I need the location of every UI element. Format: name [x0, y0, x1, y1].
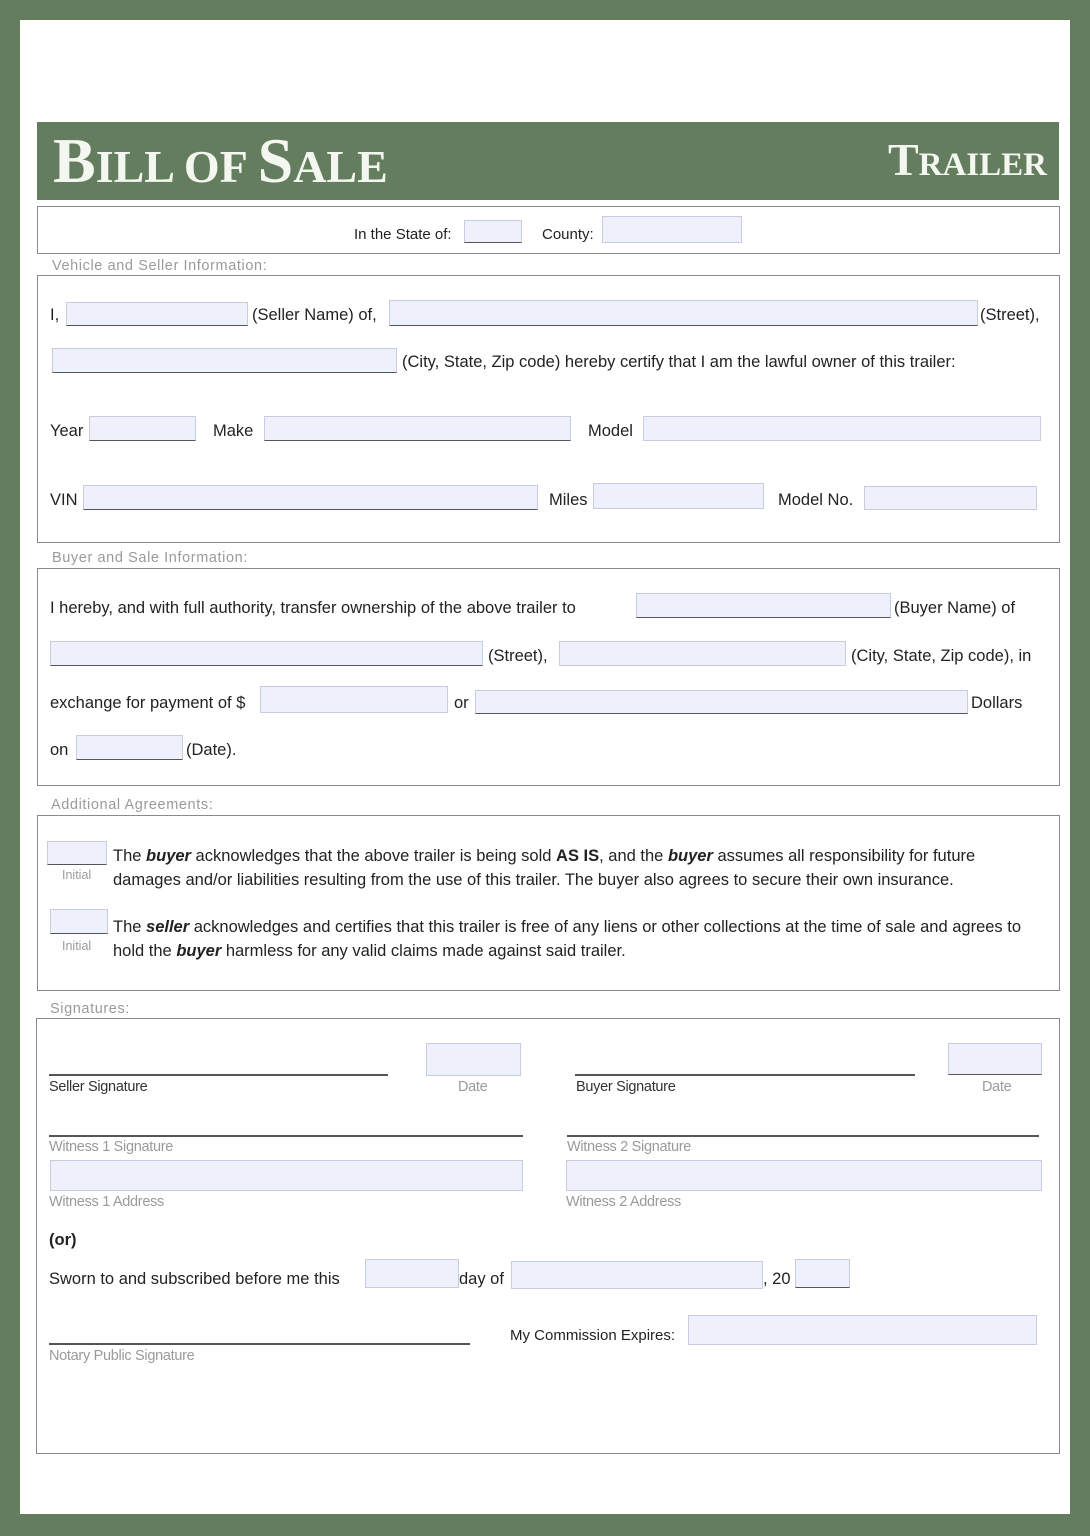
document-title: BILL OF SALE — [53, 125, 388, 196]
buyer-section-title: Buyer and Sale Information: — [52, 550, 248, 566]
sale-date-label: (Date). — [186, 741, 237, 759]
county-label: County: — [542, 226, 594, 243]
model-field[interactable] — [643, 416, 1041, 441]
agreement-liens: The seller acknowledges and certifies that this trailer is free of any liens or other collections at the time of sale and agrees to hold the buyer harmless for any valid claims made against said trailer. — [113, 918, 1022, 960]
seller-signature-label: Seller Signature — [49, 1079, 148, 1095]
title-banner — [37, 122, 1059, 200]
year-label: Year — [50, 422, 84, 440]
vin-label: VIN — [50, 491, 78, 509]
vehicle-section-title: Vehicle and Seller Information: — [52, 258, 268, 274]
buyer-signature-line[interactable] — [575, 1074, 915, 1076]
agreements-section-title: Additional Agreements: — [51, 797, 214, 813]
seller-date-label: Date — [458, 1079, 488, 1095]
model-no-label: Model No. — [778, 491, 854, 509]
seller-name-label: (Seller Name) of, — [252, 306, 377, 324]
buyer-date-field[interactable] — [948, 1043, 1042, 1075]
year-prefix-label: , 20 — [763, 1270, 791, 1288]
make-label: Make — [213, 422, 254, 440]
buyer-city-field[interactable] — [559, 641, 846, 666]
seller-initial-label: Initial — [62, 939, 92, 953]
day-of-label: day of — [459, 1270, 504, 1288]
miles-field[interactable] — [593, 483, 764, 509]
signatures-section-box — [36, 1018, 1060, 1454]
on-label: on — [50, 741, 69, 759]
seller-date-field[interactable] — [426, 1043, 521, 1076]
i-label: I, — [50, 306, 60, 324]
commission-expires-field[interactable] — [688, 1315, 1037, 1345]
transfer-text: I hereby, and with full authority, transfer ownership of the above trailer to — [50, 599, 576, 617]
year-field[interactable] — [89, 416, 196, 441]
buyer-street-field[interactable] — [50, 641, 483, 666]
sale-date-field[interactable] — [76, 735, 183, 760]
buyer-initial-field[interactable] — [47, 841, 107, 865]
state-label: In the State of: — [354, 226, 452, 243]
signatures-section-title: Signatures: — [50, 1001, 130, 1017]
seller-name-field[interactable] — [66, 302, 248, 326]
buyer-signature-label: Buyer Signature — [576, 1079, 676, 1095]
payment-words-field[interactable] — [475, 690, 968, 714]
payment-label: exchange for payment of $ — [50, 694, 246, 712]
seller-street-field[interactable] — [389, 300, 978, 326]
sworn-year-field[interactable] — [795, 1259, 850, 1288]
or-separator: (or) — [49, 1231, 77, 1249]
sworn-month-field[interactable] — [511, 1261, 763, 1289]
buyer-name-label: (Buyer Name) of — [894, 599, 1016, 617]
buyer-city-label: (City, State, Zip code), in — [851, 647, 1032, 665]
miles-label: Miles — [549, 491, 588, 509]
witness1-address-field[interactable] — [50, 1160, 523, 1191]
payment-amount-field[interactable] — [260, 686, 448, 713]
agreements-section-box — [37, 815, 1060, 991]
witness2-address-field[interactable] — [566, 1160, 1042, 1191]
agreement-as-is: The buyer acknowledges that the above trailer is being sold AS IS, and the buyer assumes all responsibility for future damages and/or liabilities resulting from the use of this trailer. The buyer also agrees to secure their own insurance. — [113, 847, 976, 889]
notary-signature-line[interactable] — [49, 1343, 470, 1345]
witness2-signature-line[interactable] — [567, 1135, 1039, 1137]
seller-city-field[interactable] — [52, 348, 397, 373]
seller-initial-field[interactable] — [50, 909, 108, 934]
notary-signature-label: Notary Public Signature — [49, 1348, 195, 1364]
witness1-address-label: Witness 1 Address — [49, 1194, 164, 1210]
document-subtitle: TRAILER — [887, 134, 1047, 185]
buyer-street-label: (Street), — [488, 647, 548, 665]
model-label: Model — [588, 422, 633, 440]
witness2-signature-label: Witness 2 Signature — [567, 1139, 692, 1155]
or-label: or — [454, 694, 469, 712]
model-no-field[interactable] — [864, 486, 1037, 510]
witness2-address-label: Witness 2 Address — [566, 1194, 681, 1210]
seller-signature-line[interactable] — [49, 1074, 388, 1076]
buyer-date-label: Date — [982, 1079, 1012, 1095]
dollars-label: Dollars — [971, 694, 1023, 712]
seller-street-label: (Street), — [980, 306, 1040, 324]
seller-city-label: (City, State, Zip code) hereby certify that I am the lawful owner of this trailer: — [402, 353, 956, 371]
state-field[interactable] — [464, 220, 522, 243]
commission-expires-label: My Commission Expires: — [510, 1327, 676, 1344]
witness1-signature-label: Witness 1 Signature — [49, 1139, 174, 1155]
buyer-initial-label: Initial — [62, 868, 92, 882]
witness1-signature-line[interactable] — [49, 1135, 523, 1137]
buyer-name-field[interactable] — [636, 593, 891, 618]
make-field[interactable] — [264, 416, 571, 441]
county-field[interactable] — [602, 216, 742, 243]
sworn-label: Sworn to and subscribed before me this — [49, 1270, 340, 1288]
vin-field[interactable] — [83, 485, 538, 510]
sworn-day-field[interactable] — [365, 1259, 459, 1288]
